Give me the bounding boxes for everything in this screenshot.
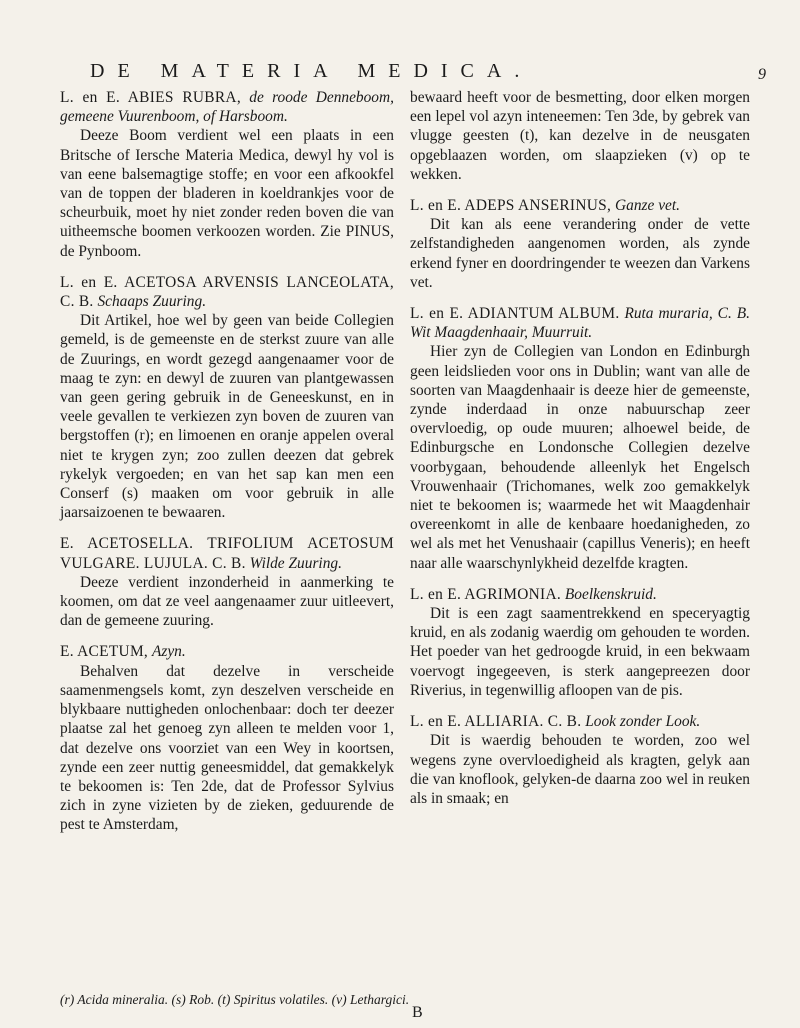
entry-acetosa-arvensis: [60, 273, 394, 523]
entry-vernacular: Boelkenskruid.: [564, 585, 657, 603]
entry-agrimonia: [410, 585, 750, 700]
entry-adeps-anserinus: [410, 196, 750, 292]
entry-body: Dit Artikel, hoe wel by geen van beide Collegien gemeld, is de gemeenste en de sterkst zuure van alle de Zuurings, en wordt gezegd aangenaamer voor de maag te zyn: en dewyl de zuuren van plantgewassen van geen gering gebruik in de Geneeskunst, en in veele gevallen te verkiezen zyn boven de zuuren van bergstoffen (r); en limoenen en oranje appelen overal niet te krygen zyn; zoo zullen deezen dat gebrek rykelyk vergoeden; en van het sap kan men een Conserf (s) maaken om voor gebruik in alle jaarsaizoenen te bewaaren.: [60, 312, 394, 522]
entry-headword: E. ACETUM,: [60, 643, 149, 661]
entry-alliaria: [410, 712, 750, 808]
entry-body: Deeze verdient inzonderheid in aanmerking te koomen, om dat ze veel aangenaamer zuur uitleevert, dan de gemeene zuuring.: [60, 573, 394, 630]
footnotes: (r) Acida mineralia. (s) Rob. (t) Spiritus volatiles. (v) Lethargici.: [60, 992, 410, 1007]
left-column: [60, 88, 394, 847]
running-head: DE MATERIA MEDICA.: [90, 60, 533, 82]
entry-vernacular: Look zonder Look.: [585, 713, 701, 731]
entry-headword: L. en E. ADEPS ANSERINUS,: [410, 197, 612, 215]
entry-body: Deeze Boom verdient wel een plaats in een Britsche of Iersche Materia Medica, dewyl hy vol is van eene balsemagtige stoffe; en voor een afkookfel van de toppen der bladeren in koeldrankjes voor de scheurbuik, moet hy niet zonder reden boven die van uitheemsche boomen verkoozen worden. Zie PINUS, de Pynboom.: [60, 127, 394, 260]
entry-acetum-continued: [410, 88, 750, 184]
signature-mark: B: [412, 1004, 423, 1021]
entry-vernacular: Schaaps Zuuring.: [97, 293, 207, 311]
entry-acetosella: [60, 534, 394, 630]
entry-body: bewaard heeft voor de besmetting, door elken morgen een lepel vol azyn inteneemen: Ten 3de, by gebrek van vlugge geesten (t), kan dezelve in de neusgaten opgeblaazen worden, om slaapzieken (v) op te wekken.: [410, 89, 750, 183]
entry-vernacular: de roode Denneboom, gemeene Vuurenboom, of Harsboom.: [60, 89, 394, 126]
entry-body: Hier zyn de Collegien van London en Edinburgh geen leidslieden voor ons in Dublin; want van alle de soorten van Maagdenhaair is deeze hier de gemeenste, zynde inderdaad in onze nabuurschap zeer overvloedig, op oude muuren; alhoewel beide, de Edinburgsche en Londonsche Collegien dezelve voorbygaan, behoudende alleenlyk het Engelsch Vrouwenhaair (Trichomanes, welk zoo gemakkelyk niet te bekoomen is; waarmede het wit Maagdenhair overeenkomt in alle de kenbaare hoedanigheden, zo wel als met het Venushaair (capillus Veneris); en heeft naar alle waarschynlykheid dezelfde kragten.: [410, 343, 750, 572]
entry-headword: L. en E. AGRIMONIA.: [410, 585, 562, 603]
entry-headword: L. en E. ACETOSA ARVENSIS LANCEOLATA, C. B.: [60, 273, 394, 311]
entry-body: Dit is een zagt saamentrekkend en speceryagtig kruid, en als zodanig waerdig om gehouden te worden. Het poeder van het gedroogde kruid, in een bekwaam voervogt ingegeeven, is sterk aangepreezen door Riverius, in tegenwillig afloopen van de pis.: [410, 605, 750, 699]
page-number: 9: [758, 66, 766, 83]
entry-abies-rubra: [60, 88, 394, 261]
entry-acetum: [60, 642, 394, 834]
entry-vernacular: Wilde Zuuring.: [249, 554, 342, 572]
entry-headword: E. ACETOSELLA. TRIFOLIUM ACETOSUM VULGARE. LUJULA. C. B.: [60, 535, 394, 572]
entry-vernacular: Ganze vet.: [615, 197, 681, 215]
entry-adiantum-album: [410, 304, 750, 573]
entry-vernacular: Ruta muraria, C. B. Wit Maagdenhaair, Muurruit.: [410, 305, 750, 342]
entry-headword: L. en E. ADIANTUM ALBUM.: [410, 305, 620, 323]
entry-headword: L. en E. ABIES RUBRA,: [60, 89, 241, 106]
entry-body: Dit is waerdig behouden te worden, zoo wel wegens zyne overvloedigheid als kragten, gelyk aan die van knoflook, gelyken-de daarna zoo wel in reuken als in smaak; en: [410, 732, 750, 807]
entry-body: Dit kan als eene verandering onder de vette zelfstandigheden aangenomen worden, als zynde erkend fyner en doordringender te weezen dan Varkens vet.: [410, 216, 750, 291]
entry-vernacular: Azyn.: [151, 643, 186, 661]
entry-body: Behalven dat dezelve in verscheide saamenmengsels komt, zyn deszelven verscheide en blykbaare nuttigheden onlochenbaar: doch ter deezer plaatse zal het genoeg zyn alleen te melden voor 1, dat dezelve ons voorziet van een Wey in koortsen, zynde een zeer nuttig geneesmiddel, dat gemakkelyk te bekoomen is: Ten 2de, dat de Professor Sylvius zich in zyne vizieten by de zieken, geduurende de pest te Amsterdam,: [60, 662, 394, 834]
entry-headword: L. en E. ALLIARIA. C. B.: [410, 713, 582, 731]
right-column: [410, 88, 750, 820]
